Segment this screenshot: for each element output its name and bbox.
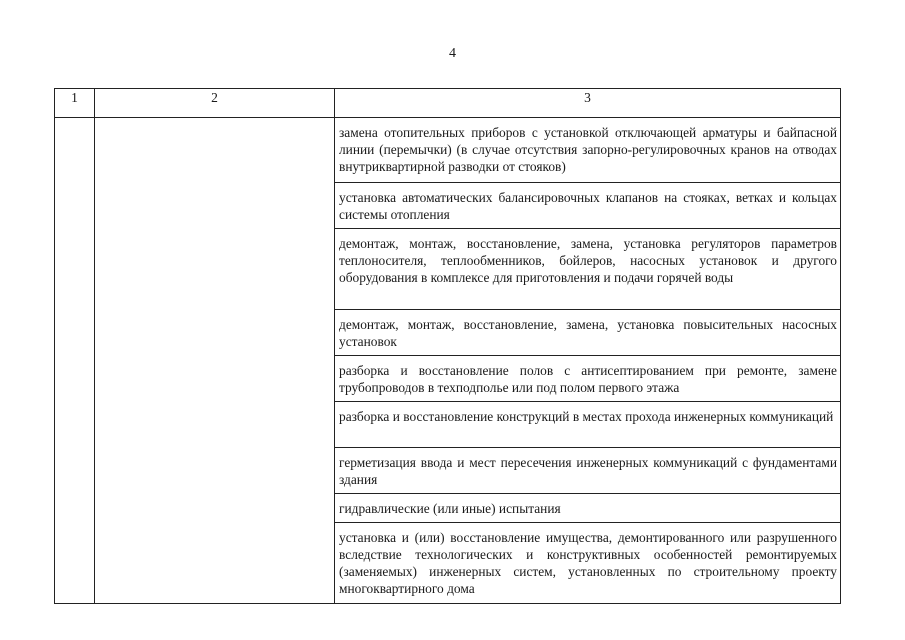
work-item-cell: установка автоматических балансировочных клапанов на стояках, ветках и кольцах системы отопления (335, 183, 841, 229)
table-row (55, 118, 841, 183)
column-header-1: 1 (55, 89, 95, 118)
work-item-cell: разборка и восстановление полов с антисептированием при ремонте, замене трубопроводов в техподполье или под полом первого этажа (335, 356, 841, 402)
work-item-cell: гидравлические (или иные) испытания (335, 494, 841, 523)
work-item-cell: замена отопительных приборов с установкой отключающей арматуры и байпасной линии (перемычки) (в случае отсутствия запорно-регулировочных кранов на отводах внутриквартирной разводки от стояков) (335, 118, 841, 183)
work-item-cell: демонтаж, монтаж, восстановление, замена, установка регуляторов параметров теплоносителя, теплообменников, бойлеров, насосных установок и другого оборудования в комплексе для приготовления и подачи горячей воды (335, 229, 841, 310)
work-item-cell: герметизация ввода и мест пересечения инженерных коммуникаций с фундаментами здания (335, 448, 841, 494)
column-1-cell (55, 118, 95, 604)
work-item-cell: демонтаж, монтаж, восстановление, замена, установка повысительных насосных установок (335, 310, 841, 356)
work-item-cell: разборка и восстановление конструкций в местах прохода инженерных коммуникаций (335, 402, 841, 448)
column-2-cell (95, 118, 335, 604)
works-table (54, 88, 841, 604)
column-header-2: 2 (95, 89, 335, 118)
work-item-cell: установка и (или) восстановление имущества, демонтированного или разрушенного вследствие технологических и конструктивных особенностей ремонтируемых (заменяемых) инженерных систем, установленных по строительному проекту многоквартирного дома (335, 523, 841, 604)
column-header-3: 3 (335, 89, 841, 118)
page-number: 4 (449, 46, 456, 61)
table-header-row (55, 89, 841, 118)
